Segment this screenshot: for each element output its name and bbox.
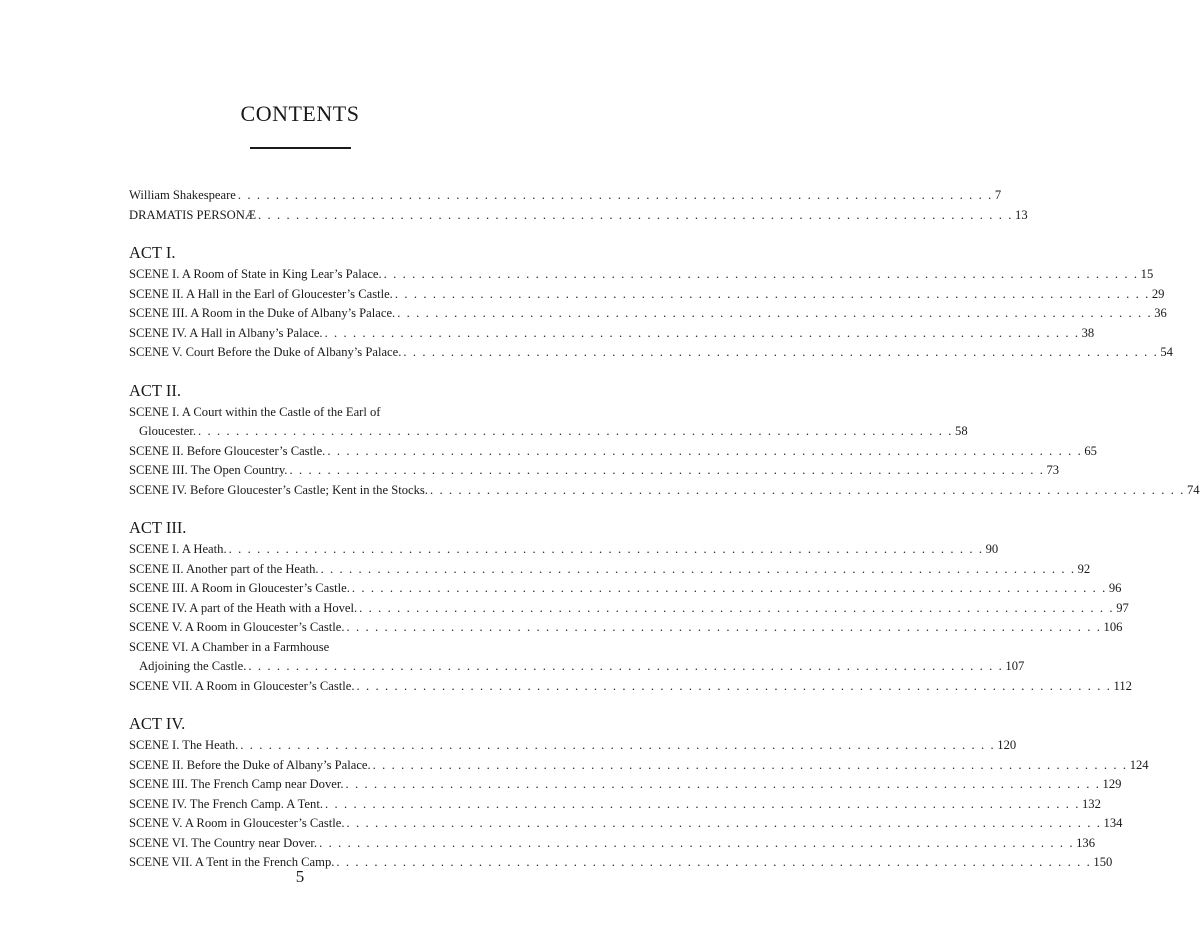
toc-page-number: 13 bbox=[1015, 207, 1028, 222]
toc-entry[interactable] bbox=[129, 618, 1123, 638]
toc-entry[interactable] bbox=[129, 481, 1200, 501]
toc-entry-title: SCENE IV. A Hall in Albany’s Palace. bbox=[129, 325, 323, 340]
toc-entry[interactable] bbox=[129, 834, 1095, 854]
toc-page-number: 54 bbox=[1160, 345, 1173, 359]
dot-leader: . . . . . . . . . . . . . . . . . . . . . . . . . . . . . . . . . . . . . . . . . . . . . . . . . . . . . . . . . . . . . . . . . . . . . . . . . . . . . . . . bbox=[198, 424, 954, 438]
toc-entry[interactable] bbox=[129, 736, 1017, 756]
dot-leader: . . . . . . . . . . . . . . . . . . . . . . . . . . . . . . . . . . . . . . . . . . . . . . . . . . . . . . . . . . . . . . . . . . . . . . . . . . . . . . . . bbox=[327, 443, 1083, 458]
dot-leader: . . . . . . . . . . . . . . . . . . . . . . . . . . . . . . . . . . . . . . . . . . . . . . . . . . . . . . . . . . . . . . . . . . . . . . . . . . . . . . . . bbox=[324, 325, 1080, 340]
dot-leader: . . . . . . . . . . . . . . . . . . . . . . . . . . . . . . . . . . . . . . . . . . . . . . . . . . . . . . . . . . . . . . . . . . . . . . . . . . . . . . . . bbox=[324, 796, 1080, 811]
toc-entry-title: SCENE III. The French Camp near Dover. bbox=[129, 777, 344, 791]
toc-entry-title-cont: Adjoining the Castle. bbox=[139, 659, 247, 673]
toc-entry-title: SCENE II. A Hall in the Earl of Gloucester’s Castle. bbox=[129, 286, 393, 301]
toc-entry-title: SCENE VI. A Chamber in a Farmhouse bbox=[129, 639, 330, 654]
act-heading: ACT IV. bbox=[129, 714, 186, 733]
toc-entry[interactable] bbox=[129, 540, 999, 560]
dot-leader: . . . . . . . . . . . . . . . . . . . . . . . . . . . . . . . . . . . . . . . . . . . . . . . . . . . . . . . . . . . . . . . . . . . . . . . . . . . . . . . . bbox=[351, 581, 1107, 595]
toc-entry-title-cont: Gloucester. bbox=[139, 424, 197, 438]
act-heading: ACT III. bbox=[129, 518, 187, 537]
toc-entry-title: SCENE V. A Room in Gloucester’s Castle. bbox=[129, 816, 345, 830]
toc-entry-title: SCENE II. Before the Duke of Albany’s Palace. bbox=[129, 757, 371, 772]
toc-page-number: 73 bbox=[1046, 463, 1060, 477]
toc-entry[interactable] bbox=[129, 775, 1122, 795]
toc-page-number: 112 bbox=[1113, 678, 1132, 693]
toc-entry-title: SCENE I. A Heath. bbox=[129, 542, 227, 556]
toc-page-number: 132 bbox=[1081, 796, 1101, 811]
toc-page-number: 96 bbox=[1108, 581, 1122, 595]
dot-leader: . . . . . . . . . . . . . . . . . . . . . . . . . . . . . . . . . . . . . . . . . . . . . . . . . . . . . . . . . . . . . . . . . . . . . . . . . . . . . . . . bbox=[228, 542, 984, 556]
dot-leader: . . . . . . . . . . . . . . . . . . . . . . . . . . . . . . . . . . . . . . . . . . . . . . . . . . . . . . . . . . . . . . . . . . . . . . . . . . . . . . . . bbox=[319, 835, 1075, 850]
act-heading: ACT I. bbox=[129, 243, 176, 262]
dot-leader: . . . . . . . . . . . . . . . . . . . . . . . . . . . . . . . . . . . . . . . . . . . . . . . . . . . . . . . . . . . . . . . . . . . . . . . . . . . . . . . . bbox=[248, 659, 1004, 673]
dot-leader: . . . . . . . . . . . . . . . . . . . . . . . . . . . . . . . . . . . . . . . . . . . . . . . . . . . . . . . . . . . . . . . . . . . . . . . . . . . . . . . . bbox=[403, 345, 1159, 359]
toc-entry[interactable] bbox=[129, 304, 1167, 324]
toc-entry[interactable] bbox=[129, 285, 1165, 305]
page-title: CONTENTS bbox=[240, 101, 360, 126]
dot-leader: . . . . . . . . . . . . . . . . . . . . . . . . . . . . . . . . . . . . . . . . . . . . . . . . . . . . . . . . . . . . . . . . . . . . . . . . . . . . . . . . bbox=[394, 286, 1150, 301]
toc-entry[interactable] bbox=[129, 265, 1154, 285]
act-heading: ACT II. bbox=[129, 380, 181, 400]
toc-entry-title: SCENE II. Before Gloucester’s Castle. bbox=[129, 443, 326, 458]
toc-entry-title: SCENE III. The Open Country. bbox=[129, 463, 288, 477]
toc-entry-title: SCENE I. The Heath. bbox=[129, 738, 239, 752]
dot-leader: . . . . . . . . . . . . . . . . . . . . . . . . . . . . . . . . . . . . . . . . . . . . . . . . . . . . . . . . . . . . . . . . . . . . . . . . . . . . . . . . bbox=[359, 600, 1115, 615]
toc-entry[interactable] bbox=[129, 677, 1132, 697]
dot-leader: . . . . . . . . . . . . . . . . . . . . . . . . . . . . . . . . . . . . . . . . . . . . . . . . . . . . . . . . . . . . . . . . . . . . . . . . . . . . . . . . bbox=[289, 463, 1045, 477]
toc-entry-title: SCENE VI. The Country near Dover. bbox=[129, 835, 318, 850]
toc-entry[interactable] bbox=[129, 795, 1101, 815]
toc-entry-title: SCENE IV. A part of the Heath with a Hovel. bbox=[129, 600, 358, 615]
toc-entry[interactable] bbox=[129, 599, 1129, 619]
dot-leader: . . . . . . . . . . . . . . . . . . . . . . . . . . . . . . . . . . . . . . . . . . . . . . . . . . . . . . . . . . . . . . . . . . . . . . . . . . . . . . . . bbox=[429, 482, 1185, 497]
dot-leader: . . . . . . . . . . . . . . . . . . . . . . . . . . . . . . . . . . . . . . . . . . . . . . . . . . . . . . . . . . . . . . . . . . . . . . . . . . . . . . . . bbox=[336, 855, 1092, 869]
toc-entry-title: SCENE I. A Court within the Castle of the Earl of bbox=[129, 404, 381, 419]
toc-page-number: 92 bbox=[1077, 561, 1091, 576]
toc-page-number: 65 bbox=[1084, 443, 1097, 458]
toc-entry-title: SCENE II. Another part of the Heath. bbox=[129, 561, 319, 576]
dot-leader: . . . . . . . . . . . . . . . . . . . . . . . . . . . . . . . . . . . . . . . . . . . . . . . . . . . . . . . . . . . . . . . . . . . . . . . . . . . . . . . . bbox=[258, 207, 1014, 222]
table-of-contents bbox=[129, 186, 1200, 873]
toc-entry[interactable] bbox=[129, 814, 1123, 834]
toc-entry[interactable] bbox=[129, 756, 1149, 776]
dot-leader: . . . . . . . . . . . . . . . . . . . . . . . . . . . . . . . . . . . . . . . . . . . . . . . . . . . . . . . . . . . . . . . . . . . . . . . . . . . . . . . . bbox=[237, 188, 993, 202]
toc-entry-title: SCENE III. A Room in the Duke of Albany’s Palace. bbox=[129, 306, 396, 320]
toc-entry[interactable] bbox=[129, 324, 1095, 344]
page-number: 5 bbox=[295, 867, 305, 886]
dot-leader: . . . . . . . . . . . . . . . . . . . . . . . . . . . . . . . . . . . . . . . . . . . . . . . . . . . . . . . . . . . . . . . . . . . . . . . . . . . . . . . . bbox=[372, 757, 1128, 772]
dot-leader: . . . . . . . . . . . . . . . . . . . . . . . . . . . . . . . . . . . . . . . . . . . . . . . . . . . . . . . . . . . . . . . . . . . . . . . . . . . . . . . . bbox=[397, 306, 1153, 320]
dot-leader: . . . . . . . . . . . . . . . . . . . . . . . . . . . . . . . . . . . . . . . . . . . . . . . . . . . . . . . . . . . . . . . . . . . . . . . . . . . . . . . . bbox=[346, 816, 1102, 830]
dot-leader: . . . . . . . . . . . . . . . . . . . . . . . . . . . . . . . . . . . . . . . . . . . . . . . . . . . . . . . . . . . . . . . . . . . . . . . . . . . . . . . . bbox=[240, 738, 996, 752]
toc-page-number: 124 bbox=[1129, 757, 1149, 772]
toc-entry[interactable] bbox=[129, 206, 1028, 226]
dot-leader: . . . . . . . . . . . . . . . . . . . . . . . . . . . . . . . . . . . . . . . . . . . . . . . . . . . . . . . . . . . . . . . . . . . . . . . . . . . . . . . . bbox=[346, 620, 1102, 634]
toc-entry[interactable] bbox=[129, 560, 1091, 580]
toc-page-number: 106 bbox=[1103, 620, 1123, 634]
toc-entry-title: SCENE III. A Room in Gloucester’s Castle. bbox=[129, 581, 350, 595]
toc-entry-title: SCENE IV. Before Gloucester’s Castle; Kent in the Stocks. bbox=[129, 482, 428, 497]
toc-entry-continuation bbox=[129, 657, 1025, 677]
toc-page-number: 150 bbox=[1093, 855, 1113, 869]
toc-entry-title: SCENE VII. A Room in Gloucester’s Castle. bbox=[129, 678, 355, 693]
toc-page-number: 36 bbox=[1154, 306, 1167, 320]
toc-page-number: 97 bbox=[1116, 600, 1129, 615]
toc-entry-title: DRAMATIS PERSONÆ bbox=[129, 207, 257, 222]
toc-entry-title: SCENE IV. The French Camp. A Tent. bbox=[129, 796, 323, 811]
toc-page-number: 7 bbox=[994, 188, 1002, 202]
toc-entry-title: SCENE VII. A Tent in the French Camp. bbox=[129, 855, 335, 869]
toc-page-number: 134 bbox=[1103, 816, 1123, 830]
toc-entry-title: William Shakespeare bbox=[129, 188, 236, 202]
toc-page-number: 38 bbox=[1081, 325, 1095, 340]
toc-entry-title: SCENE V. A Room in Gloucester’s Castle. bbox=[129, 620, 345, 634]
toc-page-number: 29 bbox=[1151, 286, 1165, 301]
toc-page-number: 15 bbox=[1140, 267, 1154, 281]
toc-page-number: 129 bbox=[1102, 777, 1122, 791]
toc-entry[interactable] bbox=[129, 442, 1097, 462]
toc-entry[interactable] bbox=[129, 638, 1025, 677]
toc-entry-title: SCENE I. A Room of State in King Lear’s Palace. bbox=[129, 267, 382, 281]
dot-leader: . . . . . . . . . . . . . . . . . . . . . . . . . . . . . . . . . . . . . . . . . . . . . . . . . . . . . . . . . . . . . . . . . . . . . . . . . . . . . . . . bbox=[356, 678, 1112, 693]
dot-leader: . . . . . . . . . . . . . . . . . . . . . . . . . . . . . . . . . . . . . . . . . . . . . . . . . . . . . . . . . . . . . . . . . . . . . . . . . . . . . . . . bbox=[383, 267, 1139, 281]
toc-entry[interactable] bbox=[129, 403, 968, 442]
toc-page-number: 74 bbox=[1186, 482, 1200, 497]
dot-leader: . . . . . . . . . . . . . . . . . . . . . . . . . . . . . . . . . . . . . . . . . . . . . . . . . . . . . . . . . . . . . . . . . . . . . . . . . . . . . . . . bbox=[320, 561, 1076, 576]
toc-entry-continuation bbox=[129, 422, 968, 442]
toc-entry-title: SCENE V. Court Before the Duke of Albany’s Palace. bbox=[129, 345, 402, 359]
toc-entry[interactable] bbox=[129, 343, 1173, 363]
toc-page-number: 120 bbox=[997, 738, 1017, 752]
toc-page-number: 58 bbox=[955, 424, 968, 438]
toc-page-number: 107 bbox=[1005, 659, 1025, 673]
toc-page-number: 136 bbox=[1076, 835, 1095, 850]
toc-page-number: 90 bbox=[985, 542, 999, 556]
toc-entry[interactable] bbox=[129, 461, 1060, 481]
dot-leader: . . . . . . . . . . . . . . . . . . . . . . . . . . . . . . . . . . . . . . . . . . . . . . . . . . . . . . . . . . . . . . . . . . . . . . . . . . . . . . . . bbox=[345, 777, 1101, 791]
title-underline bbox=[250, 147, 351, 149]
toc-entry[interactable] bbox=[129, 186, 1002, 206]
toc-entry[interactable] bbox=[129, 579, 1122, 599]
